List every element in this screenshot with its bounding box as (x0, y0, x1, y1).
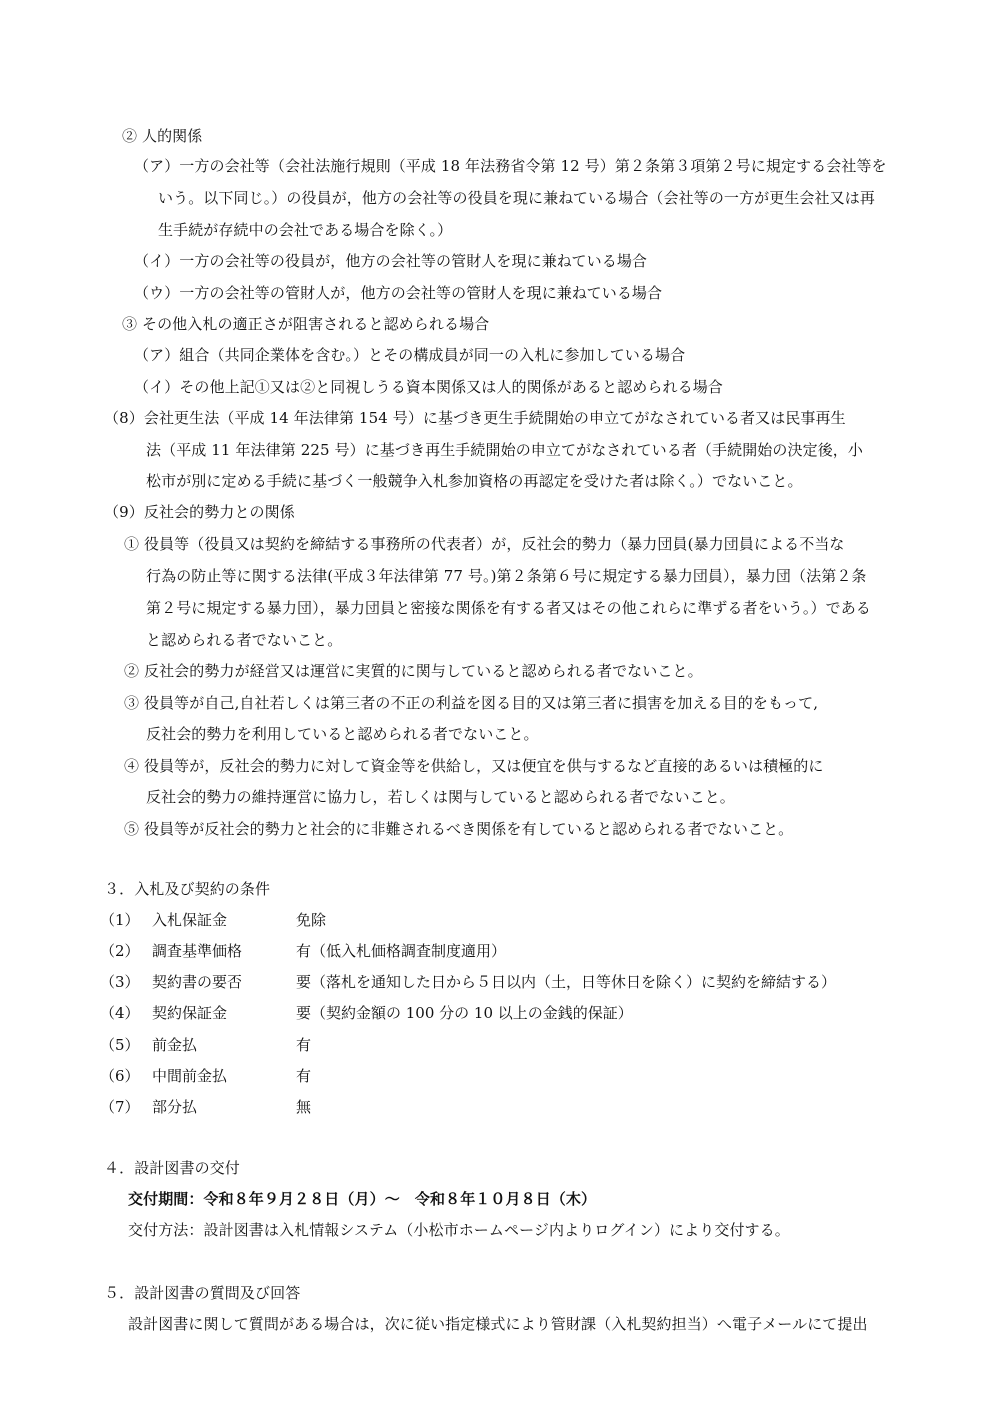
item8-line1: （8）会社更生法（平成 14 年法律第 154 号）に基づき更生手続開始の申立てがなされている者又は民事再生 (104, 409, 846, 427)
condition-row-value: 免除 (296, 911, 327, 929)
human-relation-u: （ウ）一方の会社等の管財人が，他方の会社等の管財人を現に兼ねている場合 (134, 284, 663, 302)
condition-row-no: （3） (100, 973, 140, 991)
condition-row-value: 要（落札を通知した日から５日以内（土，日等休日を除く）に契約を締結する） (296, 973, 837, 991)
condition-row-no: （7） (100, 1098, 140, 1116)
condition-row-label: 調査基準価格 (152, 942, 243, 960)
condition-row-label: 入札保証金 (152, 911, 228, 929)
delivery-period: 交付期間：令和８年９月２８日（月）～ 令和８年１０月８日（木） (128, 1190, 597, 1208)
delivery-method: 交付方法：設計図書は入札情報システム（小松市ホームページ内よりログイン）により交付する。 (128, 1221, 790, 1239)
human-relation-a-line2: いう。以下同じ。）の役員が，他方の会社等の役員を現に兼ねている場合（会社等の一方が更生会社又は再 (158, 189, 875, 207)
other-relation-i: （イ）その他上記①又は②と同視しうる資本関係又は人的関係があると認められる場合 (134, 378, 723, 396)
condition-row-value: 無 (296, 1098, 312, 1116)
condition-row-value: 有 (296, 1036, 312, 1054)
other-relation-a: （ア）組合（共同企業体を含む。）とその構成員が同一の入札に参加している場合 (134, 346, 686, 364)
human-relation-a-line3: 生手続が存続中の会社である場合を除く。） (158, 221, 453, 239)
condition-row-label: 契約書の要否 (152, 973, 243, 991)
condition-row-no: （5） (100, 1036, 140, 1054)
condition-row-no: （2） (100, 942, 140, 960)
condition-row-no: （6） (100, 1067, 140, 1085)
item9-p1-line4: と認められる者でないこと。 (146, 631, 343, 649)
item9-title: （9）反社会的勢力との関係 (104, 503, 295, 521)
condition-row-label: 契約保証金 (152, 1004, 228, 1022)
item9-p1-line3: 第２号に規定する暴力団），暴力団員と密接な関係を有する者又はその他これらに準ずる者をいう。）である (146, 599, 871, 617)
condition-row-value: 有（低入札価格調査制度適用） (296, 942, 507, 960)
section5-line1: 設計図書に関して質問がある場合は，次に従い指定様式により管財課（入札契約担当）へ電子メールにて提出 (128, 1315, 868, 1333)
condition-row-no: （1） (100, 911, 140, 929)
other-relation-title: ③ その他入札の適正さが阻害されると認められる場合 (122, 315, 490, 333)
item9-p1-line2: 行為の防止等に関する法律(平成３年法律第 77 号。)第２条第６号に規定する暴力団員），暴力団（法第２条 (146, 567, 867, 585)
item9-p4-line2: 反社会的勢力の維持運営に協力し，若しくは関与していると認められる者でないこと。 (146, 788, 735, 806)
condition-row-no: （4） (100, 1004, 140, 1022)
human-relation-a-line1: （ア）一方の会社等（会社法施行規則（平成 18 年法務省令第 12 号）第２条第３項第２号に規定する会社等を (134, 157, 887, 175)
human-relation-title: ② 人的関係 (122, 127, 203, 145)
condition-row-value: 要（契約金額の 100 分の 10 以上の金銭的保証） (296, 1004, 633, 1022)
condition-row-label: 前金払 (152, 1036, 198, 1054)
item9-p1-line1: ① 役員等（役員又は契約を締結する事務所の代表者）が，反社会的勢力（暴力団員(暴力団員による不当な (124, 535, 845, 553)
condition-row-label: 中間前金払 (152, 1067, 228, 1085)
item9-p2: ② 反社会的勢力が経営又は運営に実質的に関与していると認められる者でないこと。 (124, 662, 703, 680)
section3-title: ３．入札及び契約の条件 (104, 880, 271, 898)
item9-p4-line1: ④ 役員等が，反社会的勢力に対して資金等を供給し，又は便宜を供与するなど直接的あるいは積極的に (124, 757, 824, 775)
item8-line2: 法（平成 11 年法律第 225 号）に基づき再生手続開始の申立てがなされている者（手続開始の決定後，小 (146, 441, 863, 459)
item9-p3-line2: 反社会的勢力を利用していると認められる者でないこと。 (146, 725, 539, 743)
item9-p5: ⑤ 役員等が反社会的勢力と社会的に非難されるべき関係を有していると認められる者でないこと。 (124, 820, 794, 838)
item8-line3: 松市が別に定める手続に基づく一般競争入札参加資格の再認定を受けた者は除く。）でないこと。 (146, 472, 803, 490)
section5-title: ５．設計図書の質問及び回答 (104, 1284, 301, 1302)
section4-title: ４．設計図書の交付 (104, 1159, 240, 1177)
condition-row-value: 有 (296, 1067, 312, 1085)
item9-p3-line1: ③ 役員等が自己,自社若しくは第三者の不正の利益を図る目的又は第三者に損害を加える目的をもって, (124, 694, 819, 712)
human-relation-i: （イ）一方の会社等の役員が，他方の会社等の管財人を現に兼ねている場合 (134, 252, 648, 270)
condition-row-label: 部分払 (152, 1098, 198, 1116)
